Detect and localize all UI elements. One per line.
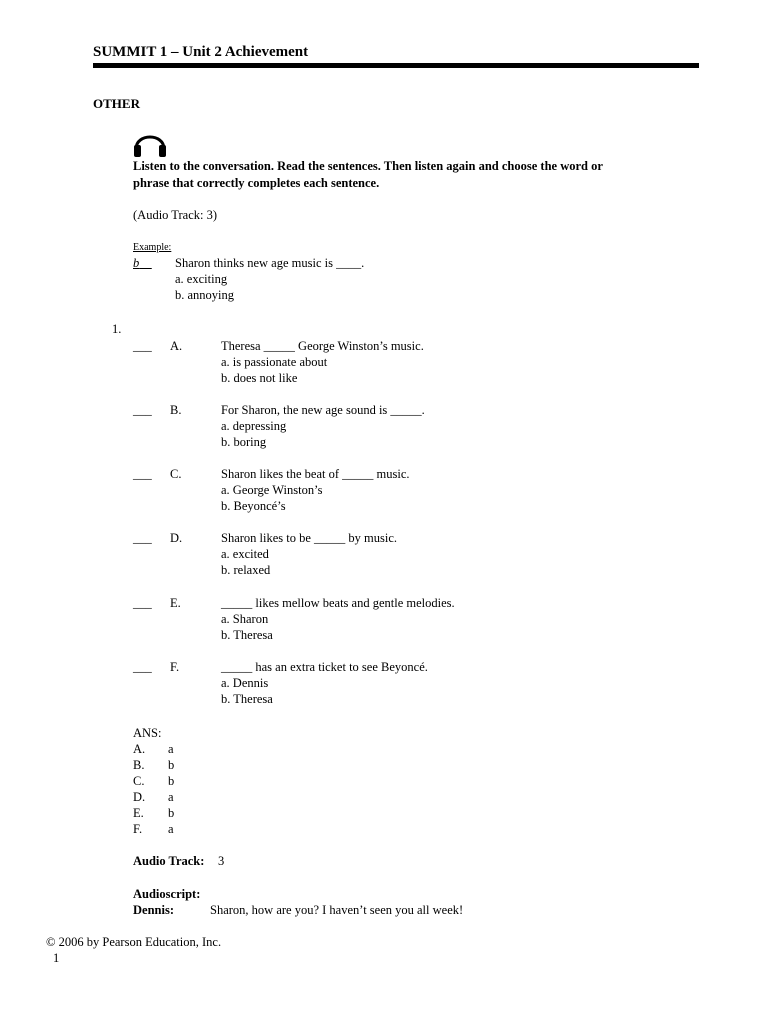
item-text-a: Theresa _____ George Winston’s music. [221, 339, 424, 353]
audio-track-note: (Audio Track: 3) [133, 208, 218, 222]
example-question: Sharon thinks new age music is ____. [175, 256, 365, 270]
answer-letter-e: E. [133, 806, 144, 820]
audio-track-value: 3 [218, 854, 225, 868]
example-option-b: b. annoying [175, 288, 235, 302]
answer-value-f: a [168, 822, 174, 836]
instructions-line-2: phrase that correctly completes each sentence. [133, 176, 380, 190]
item-text-d: Sharon likes to be _____ by music. [221, 531, 398, 545]
item-d-option-a: a. excited [221, 547, 269, 561]
answer-value-b: b [168, 758, 175, 772]
instructions-line-1: Listen to the conversation. Read the sentences. Then listen again and choose the word or [133, 159, 603, 173]
item-c-option-b: b. Beyoncé’s [221, 499, 286, 513]
item-text-c: Sharon likes the beat of _____ music. [221, 467, 410, 481]
section-heading: OTHER [93, 96, 140, 111]
item-b-option-a: a. depressing [221, 419, 287, 433]
answer-value-e: b [168, 806, 175, 820]
item-d-option-b: b. relaxed [221, 563, 271, 577]
answer-blank-f[interactable]: ___ [133, 660, 152, 674]
headphones-icon [131, 125, 169, 159]
item-letter-a: A. [170, 339, 183, 353]
answers-label: ANS: [133, 726, 162, 740]
page-title: SUMMIT 1 – Unit 2 Achievement [93, 44, 309, 60]
audioscript-speaker: Dennis: [133, 903, 174, 917]
answer-blank-d[interactable]: ___ [133, 531, 152, 545]
answer-letter-b: B. [133, 758, 145, 772]
item-letter-e: E. [170, 596, 181, 610]
item-text-f: _____ has an extra ticket to see Beyoncé. [221, 660, 428, 674]
audioscript-label: Audioscript: [133, 887, 201, 901]
question-number: 1. [112, 322, 122, 336]
audio-track-label: Audio Track: [133, 854, 205, 868]
item-b-option-b: b. boring [221, 435, 267, 449]
item-letter-f: F. [170, 660, 180, 674]
example-option-a: a. exciting [175, 272, 228, 286]
item-a-option-a: a. is passionate about [221, 355, 328, 369]
answer-letter-c: C. [133, 774, 145, 788]
item-letter-c: C. [170, 467, 182, 481]
answer-value-a: a [168, 742, 174, 756]
copyright: © 2006 by Pearson Education, Inc. [46, 935, 222, 949]
audioscript-line: Sharon, how are you? I haven’t seen you all week! [210, 903, 464, 917]
item-letter-b: B. [170, 403, 182, 417]
item-a-option-b: b. does not like [221, 371, 298, 385]
answer-blank-b[interactable]: ___ [133, 403, 152, 417]
header-rule [93, 63, 699, 68]
item-c-option-a: a. George Winston’s [221, 483, 323, 497]
item-text-e: _____ likes mellow beats and gentle melodies. [221, 596, 455, 610]
answer-letter-f: F. [133, 822, 143, 836]
answer-letter-a: A. [133, 742, 146, 756]
item-e-option-b: b. Theresa [221, 628, 273, 642]
example-answer: b [133, 256, 140, 270]
answer-blank-a[interactable]: ___ [133, 339, 152, 353]
item-f-option-b: b. Theresa [221, 692, 273, 706]
example-label: Example: [133, 242, 172, 253]
item-f-option-a: a. Dennis [221, 676, 269, 690]
answer-blank-c[interactable]: ___ [133, 467, 152, 481]
answer-blank-e[interactable]: ___ [133, 596, 152, 610]
item-e-option-a: a. Sharon [221, 612, 269, 626]
answer-value-d: a [168, 790, 174, 804]
answer-letter-d: D. [133, 790, 146, 804]
page-number: 1 [53, 951, 60, 965]
item-letter-d: D. [170, 531, 183, 545]
item-text-b: For Sharon, the new age sound is _____. [221, 403, 425, 417]
answer-value-c: b [168, 774, 175, 788]
